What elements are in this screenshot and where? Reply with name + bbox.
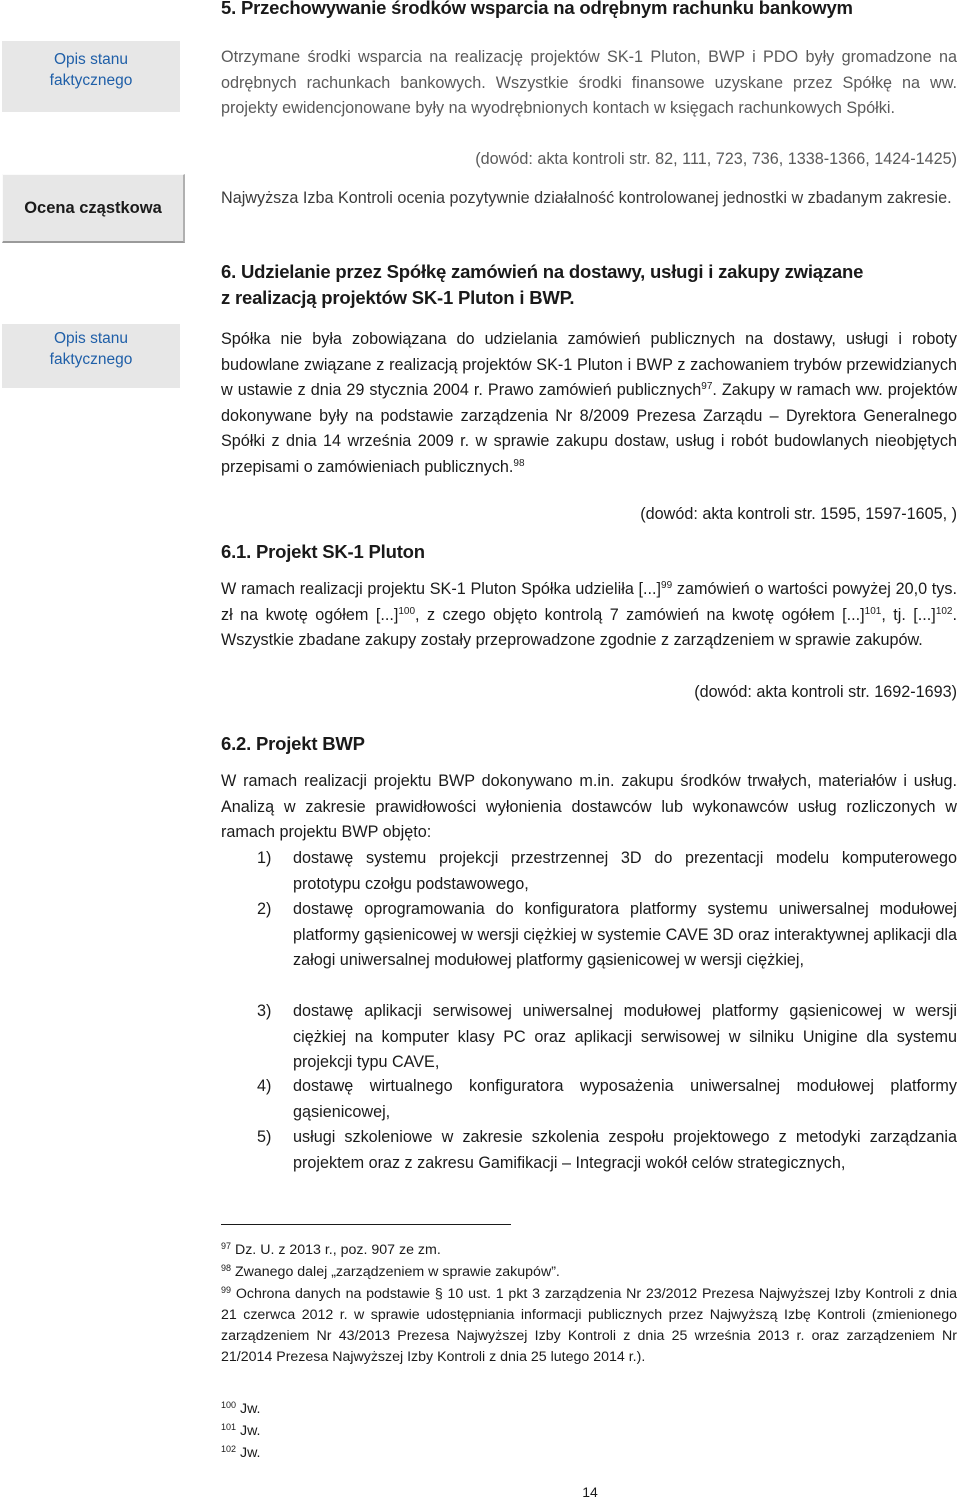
footnote-text: Dz. U. z 2013 r., poz. 907 ze zm. bbox=[234, 1242, 441, 1258]
list-item-number: 1) bbox=[257, 849, 272, 867]
section-5-proof: (dowód: akta kontroli str. 82, 111, 723, 736, 1338-1366, 1424-1425) bbox=[475, 150, 957, 168]
section-5-heading: 5. Przechowywanie środków wsparcia na odrębnym rachunku bankowym bbox=[221, 0, 853, 18]
list-item-text: dostawę aplikacji serwisowej uniwersalnej modułowej platformy gąsienicowej w wersji ciężkiej na komputer klasy PC oraz aplikacji serwisowej w silniku Unigine dla systemu projekcji typu CAVE, bbox=[293, 1002, 957, 1071]
list-item-text: dostawę oprogramowania do konfiguratora platformy systemu uniwersalnej modułowej platformy gąsienicowej w wersji ciężkiej w systemie CAVE 3D oraz interaktywnej aplikacji dla załogi uniwersalnej modułowej platformy gąsienicowej w wersji ciężkiej, bbox=[293, 900, 957, 969]
list-item-number: 2) bbox=[257, 900, 272, 918]
sidebar-status-label-line1: Opis stanu bbox=[53, 330, 129, 347]
section-6-1-t4: , tj. [...] bbox=[881, 605, 936, 624]
footnote-102 bbox=[221, 1443, 957, 1464]
section-6-1-t5: . Wszystkie zbadane zakupy zostały przeprowadzone zgodnie z zarządzeniem w sprawie zakupów. bbox=[221, 605, 957, 649]
list-item-text: dostawę wirtualnego konfiguratora wyposażenia uniwersalnej modułowej platformy gąsienicowej, bbox=[293, 1077, 957, 1121]
footnote-number: 98 bbox=[221, 1263, 232, 1273]
sidebar-status-label-5 bbox=[2, 41, 180, 112]
section-6-1-t3: , z czego objęto kontrolą 7 zamówień na kwotę ogółem [...] bbox=[415, 605, 865, 624]
section-6-1-t2: zamówień o wartości powyżej 20,0 tys. zł na kwotę ogółem [...] bbox=[221, 580, 957, 624]
list-item-number: 4) bbox=[257, 1077, 272, 1095]
section-6-proof: (dowód: akta kontroli str. 1595, 1597-1605, ) bbox=[640, 505, 957, 523]
section-6-heading-line1: 6. Udzielanie przez Spółkę zamówień na dostawy, usługi i zakupy związane bbox=[221, 261, 864, 282]
footnote-number: 97 bbox=[221, 1241, 232, 1251]
section-6-2-heading: 6.2. Projekt BWP bbox=[221, 733, 365, 754]
footnote-ref-101: 101 bbox=[864, 605, 882, 617]
section-6-1-t1: W ramach realizacji projektu SK-1 Pluton Spółka udzieliła [...] bbox=[221, 580, 662, 598]
section-6-2-intro: W ramach realizacji projektu BWP dokonywano m.in. zakupu środków trwałych, materiałów i usług. Analizą w zakresie prawidłowości wyłonienia dostawców lub wykonawców usług rozliczonych w ramach projektu BWP objęto: bbox=[221, 772, 957, 841]
list-item-number: 3) bbox=[257, 1002, 272, 1020]
footnote-number: 101 bbox=[221, 1422, 237, 1432]
footnote-98 bbox=[221, 1262, 957, 1283]
section-6-1-heading: 6.1. Projekt SK-1 Pluton bbox=[221, 541, 425, 562]
section-6-p1-a: Spółka nie była zobowiązana do udzielania zamówień publicznych na dostawy, usługi i roboty budowlane związane z realizacją projektów SK-1 Pluton i BWP z zachowaniem trybów przewidzianych w ustawie z dnia 29 stycznia 2004 r. Prawo zamówień publicznych bbox=[221, 330, 957, 399]
section-6-p1-b: . Zakupy w ramach ww. projektów dokonywane były na podstawie zarządzenia Nr 8/2009 Prezesa Zarządu – Dyrektora Generalnego Spółki z dnia 14 września 2009 r. w sprawie zakupu dostaw, usług i robót budowlanych nieobjętych przepisami o zamówieniach publicznych. bbox=[221, 381, 958, 476]
footnote-number: 102 bbox=[221, 1444, 237, 1454]
page-number: 14 bbox=[582, 1484, 598, 1500]
sidebar-status-label-line1: Opis stanu bbox=[53, 51, 129, 68]
footnote-ref-98: 98 bbox=[513, 457, 525, 469]
section-5-status-text: Otrzymane środki wsparcia na realizację projektów SK-1 Pluton, BWP i PDO były gromadzone na odrębnych rachunkach bankowych. Wszystkie środki finansowe uzyskane przez Spółkę na ww. projekty ewidencjonowane były na wyodrębnionych kontach w księgach rachunkowych Spółki. bbox=[221, 48, 957, 117]
sidebar-status-label-6 bbox=[2, 324, 180, 388]
footnote-text: Zwanego dalej „zarządzeniem w sprawie zakupów”. bbox=[234, 1264, 560, 1280]
sidebar-status-label-line2: faktycznego bbox=[49, 72, 133, 89]
footnote-number: 99 bbox=[221, 1285, 232, 1295]
section-6-paragraph bbox=[221, 327, 957, 480]
list-item-text: usługi szkoleniowe w zakresie szkolenia zespołu projektowego z metodyki zarządzania projektem oraz z zakresu Gamifikacji – Integracji wokół celów strategicznych, bbox=[293, 1128, 957, 1172]
section-6-heading-line2: z realizacją projektów SK-1 Pluton i BWP. bbox=[221, 287, 575, 308]
section-6-1-proof: (dowód: akta kontroli str. 1692-1693) bbox=[694, 683, 957, 701]
sidebar-status-label-line2: faktycznego bbox=[49, 351, 133, 368]
footnote-text: Ochrona danych na podstawie § 10 ust. 1 pkt 3 zarządzenia Nr 23/2012 Prezesa Najwyższej Izby Kontroli z dnia 21 czerwca 2012 r. w sprawie udostępniania informacji publicznych przez Najwyższą Izbę Kontroli (zmienionego zarządzeniem Nr 43/2013 Prezesa Najwyższej Izby Kontroli z dnia 25 września 2013 r. oraz zarządzeniem Nr 21/2014 Prezesa Najwyższej Izby Kontroli z dnia 25 lutego 2014 r.). bbox=[221, 1286, 957, 1365]
footnote-ref-99: 99 bbox=[661, 580, 673, 591]
footnote-text: Jw. bbox=[239, 1423, 261, 1439]
footnote-text: Jw. bbox=[239, 1401, 261, 1417]
list-item-text: dostawę systemu projekcji przestrzennej 3D do prezentacji modelu komputerowego prototypu czołgu podstawowego, bbox=[293, 849, 957, 893]
list-item-number: 5) bbox=[257, 1128, 272, 1146]
footnote-100 bbox=[221, 1399, 957, 1420]
footnote-97 bbox=[221, 1240, 957, 1261]
footnote-separator bbox=[221, 1224, 511, 1225]
footnote-ref-100: 100 bbox=[398, 605, 416, 617]
section-6-1-paragraph bbox=[221, 577, 957, 654]
footnote-99 bbox=[221, 1284, 957, 1368]
footnote-ref-102: 102 bbox=[935, 605, 953, 617]
footnote-text: Jw. bbox=[239, 1445, 261, 1461]
footnote-ref-97: 97 bbox=[701, 381, 713, 392]
footnote-number: 100 bbox=[221, 1400, 237, 1410]
section-5-assessment-text: Najwyższa Izba Kontroli ocenia pozytywnie działalność kontrolowanej jednostki w zbadanym zakresie. bbox=[221, 189, 952, 207]
footnote-101 bbox=[221, 1421, 957, 1442]
sidebar-assessment-label: Ocena cząstkowa bbox=[2, 174, 185, 243]
